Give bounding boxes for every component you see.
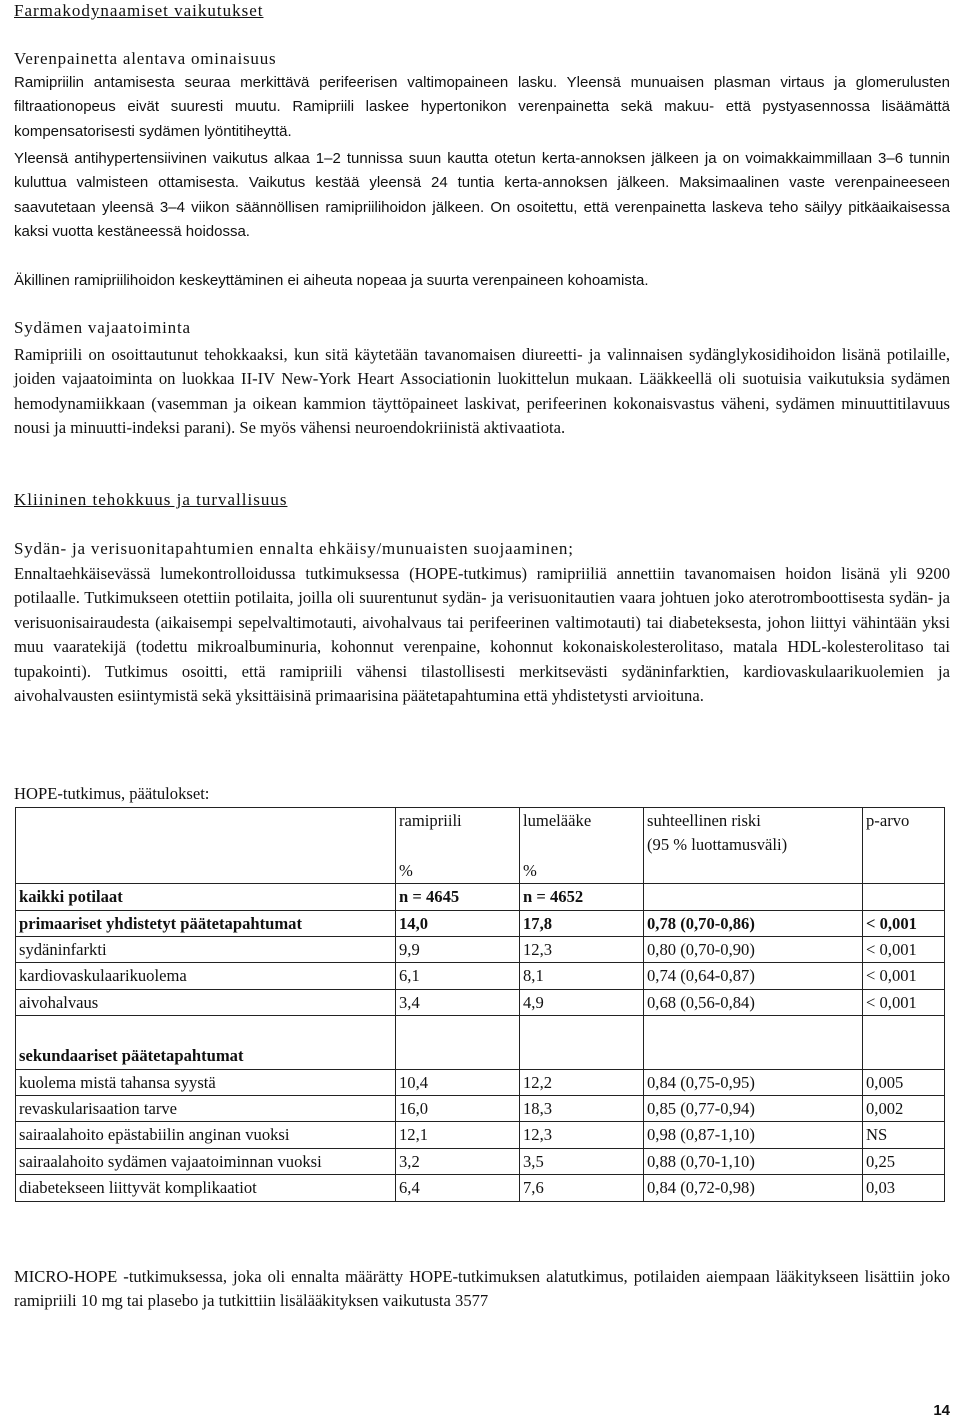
header-drug: ramipriili [396, 808, 520, 858]
row-p: 0,03 [863, 1175, 945, 1201]
row-label: diabetekseen liittyvät komplikaatiot [16, 1175, 396, 1201]
row-placebo: 4,9 [520, 989, 644, 1015]
row-drug: 3,2 [396, 1148, 520, 1174]
row-placebo: 7,6 [520, 1175, 644, 1201]
row-label: aivohalvaus [16, 989, 396, 1015]
table-row [16, 1096, 945, 1122]
units-empty-cell [16, 858, 396, 884]
row-label: sairaalahoito sydämen vajaatoiminnan vuoksi [16, 1148, 396, 1174]
subheading-heart-failure: Sydämen vajaatoiminta [14, 318, 191, 337]
table-spacer-row [16, 1016, 945, 1044]
table-row [16, 1175, 945, 1201]
row-p: NS [863, 1122, 945, 1148]
subheading-prevention: Sydän- ja verisuonitapahtumien ennalta ehkäisy/munuaisten suojaaminen; [14, 539, 574, 558]
row-p: < 0,001 [863, 989, 945, 1015]
row-drug: 12,1 [396, 1122, 520, 1148]
row-risk: 0,98 (0,87-1,10) [644, 1122, 863, 1148]
row-placebo: 12,3 [520, 1122, 644, 1148]
row-drug: 3,4 [396, 989, 520, 1015]
paragraph-hope-study: Ennaltaehkäisevässä lumekontrolloidussa tutkimuksessa (HOPE-tutkimus) ramipriiliä annettiin tavanomaisen hoidon lisänä yli 9200 potilaalle. Tutkimukseen otettiin potilaita, joilla oli suurentunut sydän- ja verisuonitautien vaara johtuen joko aterotromboottisesta sydän- ja verisuonisairaudesta (aikaisempi sepelvaltimotauti, aivohalvaus tai perifeerinen valtimotauti) tai diabeteksesta, johon liittyi vähintään yksi muu vaaratekijä (todettu mikroalbuminuria, kohonnut verenpaine, kohonnut kokonaiskolesterolitaso, matala HDL-kolesterolitaso tai tupakointi). Tutkimus osoitti, että ramipriili vähensi tilastollisesti merkitsevästi sydäninfarktien, kardiovaskulaarikuolemien ja aivohalvausten esiintymistä sekä yksittäisinä primaarisina päätetapahtumina että yhdistetysti arvioituna. [14, 564, 950, 706]
row-drug: 16,0 [396, 1096, 520, 1122]
row-p: 0,005 [863, 1069, 945, 1095]
row-risk: 0,88 (0,70-1,10) [644, 1148, 863, 1174]
table-row [16, 1148, 945, 1174]
row-risk: 0,85 (0,77-0,94) [644, 1096, 863, 1122]
row-risk: 0,84 (0,75-0,95) [644, 1069, 863, 1095]
row-label: kuolema mistä tahansa syystä [16, 1069, 396, 1095]
table-row-primary [16, 910, 945, 936]
table-row [16, 989, 945, 1015]
table-header-row [16, 808, 945, 858]
row-label: revaskularisaation tarve [16, 1096, 396, 1122]
row-p: 0,25 [863, 1148, 945, 1174]
row-p: < 0,001 [863, 937, 945, 963]
row-placebo: 8,1 [520, 963, 644, 989]
paragraph-onset-duration: Yleensä antihypertensiivinen vaikutus alkaa 1–2 tunnissa suun kautta otetun kerta-annoksen jälkeen ja on voimakkaimmillaan 3–6 tunnin kuluttua valmisteen ottamisesta. Vaikutus kestää yleensä 24 tuntia kerta-annoksen jälkeen. Maksimaalinen vaste verenpaineeseen saavutetaan yleensä 3–4 viikon säännöllisen ramipriilihoidon jälkeen. On osoitettu, että verenpainetta laskeva teho säilyy pitkäaikaisessa kaksi vuotta kestäneessä hoidossa. [14, 150, 950, 241]
row-p: < 0,001 [863, 963, 945, 989]
header-empty-cell [16, 808, 396, 858]
paragraph-heart-failure: Ramipriili on osoittautunut tehokkaaksi, kun sitä käytetään tavanomaisen diureetti- ja valinnaisen sydänglykosidihoidon lisänä potilaille, joiden vajaatoiminta on luokkaa II-IV New-York Heart Associationin luokittelun mukaan. Lääkkeellä oli suotuisia vaikutuksia sydämen hemodynamiikkaan (vasemman ja oikean kammion täyttöpaineet laskivat, perifeerinen kokonaisvastus väheni, sydämen minuuttitilavuus nousi ja minuutti-indeksi parani). Se myös vähensi neuroendokriinistä aktivaatiota. [14, 345, 950, 438]
row-label: sairaalahoito epästabiilin anginan vuoksi [16, 1122, 396, 1148]
section-title-clinical-efficacy: Kliininen tehokkuus ja turvallisuus [14, 490, 288, 509]
row-risk: 0,68 (0,56-0,84) [644, 989, 863, 1015]
row-placebo: 18,3 [520, 1096, 644, 1122]
header-risk-ci: (95 % luottamusväli) [647, 835, 788, 855]
table-caption: HOPE-tutkimus, päätulokset: [14, 784, 210, 803]
table-row [16, 1122, 945, 1148]
subheading-bp-lowering: Verenpainetta alentava ominaisuus [14, 49, 277, 68]
paragraph-micro-hope: MICRO-HOPE -tutkimuksessa, joka oli ennalta määrätty HOPE-tutkimuksen alatutkimus, potilaiden aiempaan lääkitykseen lisättiin joko ramipriili 10 mg tai plasebo ja tutkittiin lisälääkityksen vaikutusta 3577 [14, 1267, 950, 1311]
units-placebo-pct: % [520, 858, 644, 884]
row-placebo: n = 4652 [520, 884, 644, 910]
paragraph-withdrawal: Äkillinen ramipriilihoidon keskeyttäminen ei aiheuta nopeaa ja suurta verenpaineen kohoamista. [14, 272, 649, 289]
row-label: sekundaariset päätetapahtumat [16, 1043, 396, 1069]
row-placebo: 12,2 [520, 1069, 644, 1095]
row-risk: 0,84 (0,72-0,98) [644, 1175, 863, 1201]
row-label: sydäninfarkti [16, 937, 396, 963]
table-row [16, 937, 945, 963]
row-drug: 10,4 [396, 1069, 520, 1095]
header-placebo: lumelääke [520, 808, 644, 858]
header-risk-label: suhteellinen riski [647, 811, 761, 830]
row-drug: 6,4 [396, 1175, 520, 1201]
units-drug-pct: % [396, 858, 520, 884]
row-placebo: 12,3 [520, 937, 644, 963]
header-relative-risk [644, 808, 863, 858]
row-p: 0,002 [863, 1096, 945, 1122]
row-drug: 6,1 [396, 963, 520, 989]
row-label: primaariset yhdistetyt päätetapahtumat [16, 910, 396, 936]
row-risk: 0,80 (0,70-0,90) [644, 937, 863, 963]
table-row-all-patients [16, 884, 945, 910]
table-units-row [16, 858, 945, 884]
row-drug: 14,0 [396, 910, 520, 936]
page-number: 14 [933, 1402, 950, 1419]
table-row [16, 963, 945, 989]
row-risk: 0,78 (0,70-0,86) [644, 910, 863, 936]
row-drug: 9,9 [396, 937, 520, 963]
row-p: < 0,001 [863, 910, 945, 936]
hope-results-table [15, 807, 945, 1202]
table-row [16, 1069, 945, 1095]
paragraph-bp-effect: Ramipriilin antamisesta seuraa merkittävä perifeerisen valtimopaineen lasku. Yleensä munuaisen plasman virtaus ja glomerulusten filtraationopeus eivät suuresti muutu. Ramipriili laskee hypertonikon verenpainetta sekä makuu- että pystyasennossa lisäämättä kompensatorisesti sydämen lyöntitiheyttä. [14, 74, 950, 140]
row-label: kardiovaskulaarikuolema [16, 963, 396, 989]
row-drug: n = 4645 [396, 884, 520, 910]
row-placebo: 3,5 [520, 1148, 644, 1174]
section-title-pharmacodynamics: Farmakodynaamiset vaikutukset [14, 1, 264, 20]
row-placebo: 17,8 [520, 910, 644, 936]
row-risk: 0,74 (0,64-0,87) [644, 963, 863, 989]
header-p-value: p-arvo [863, 808, 945, 858]
table-row-secondary-heading [16, 1043, 945, 1069]
row-label: kaikki potilaat [16, 884, 396, 910]
